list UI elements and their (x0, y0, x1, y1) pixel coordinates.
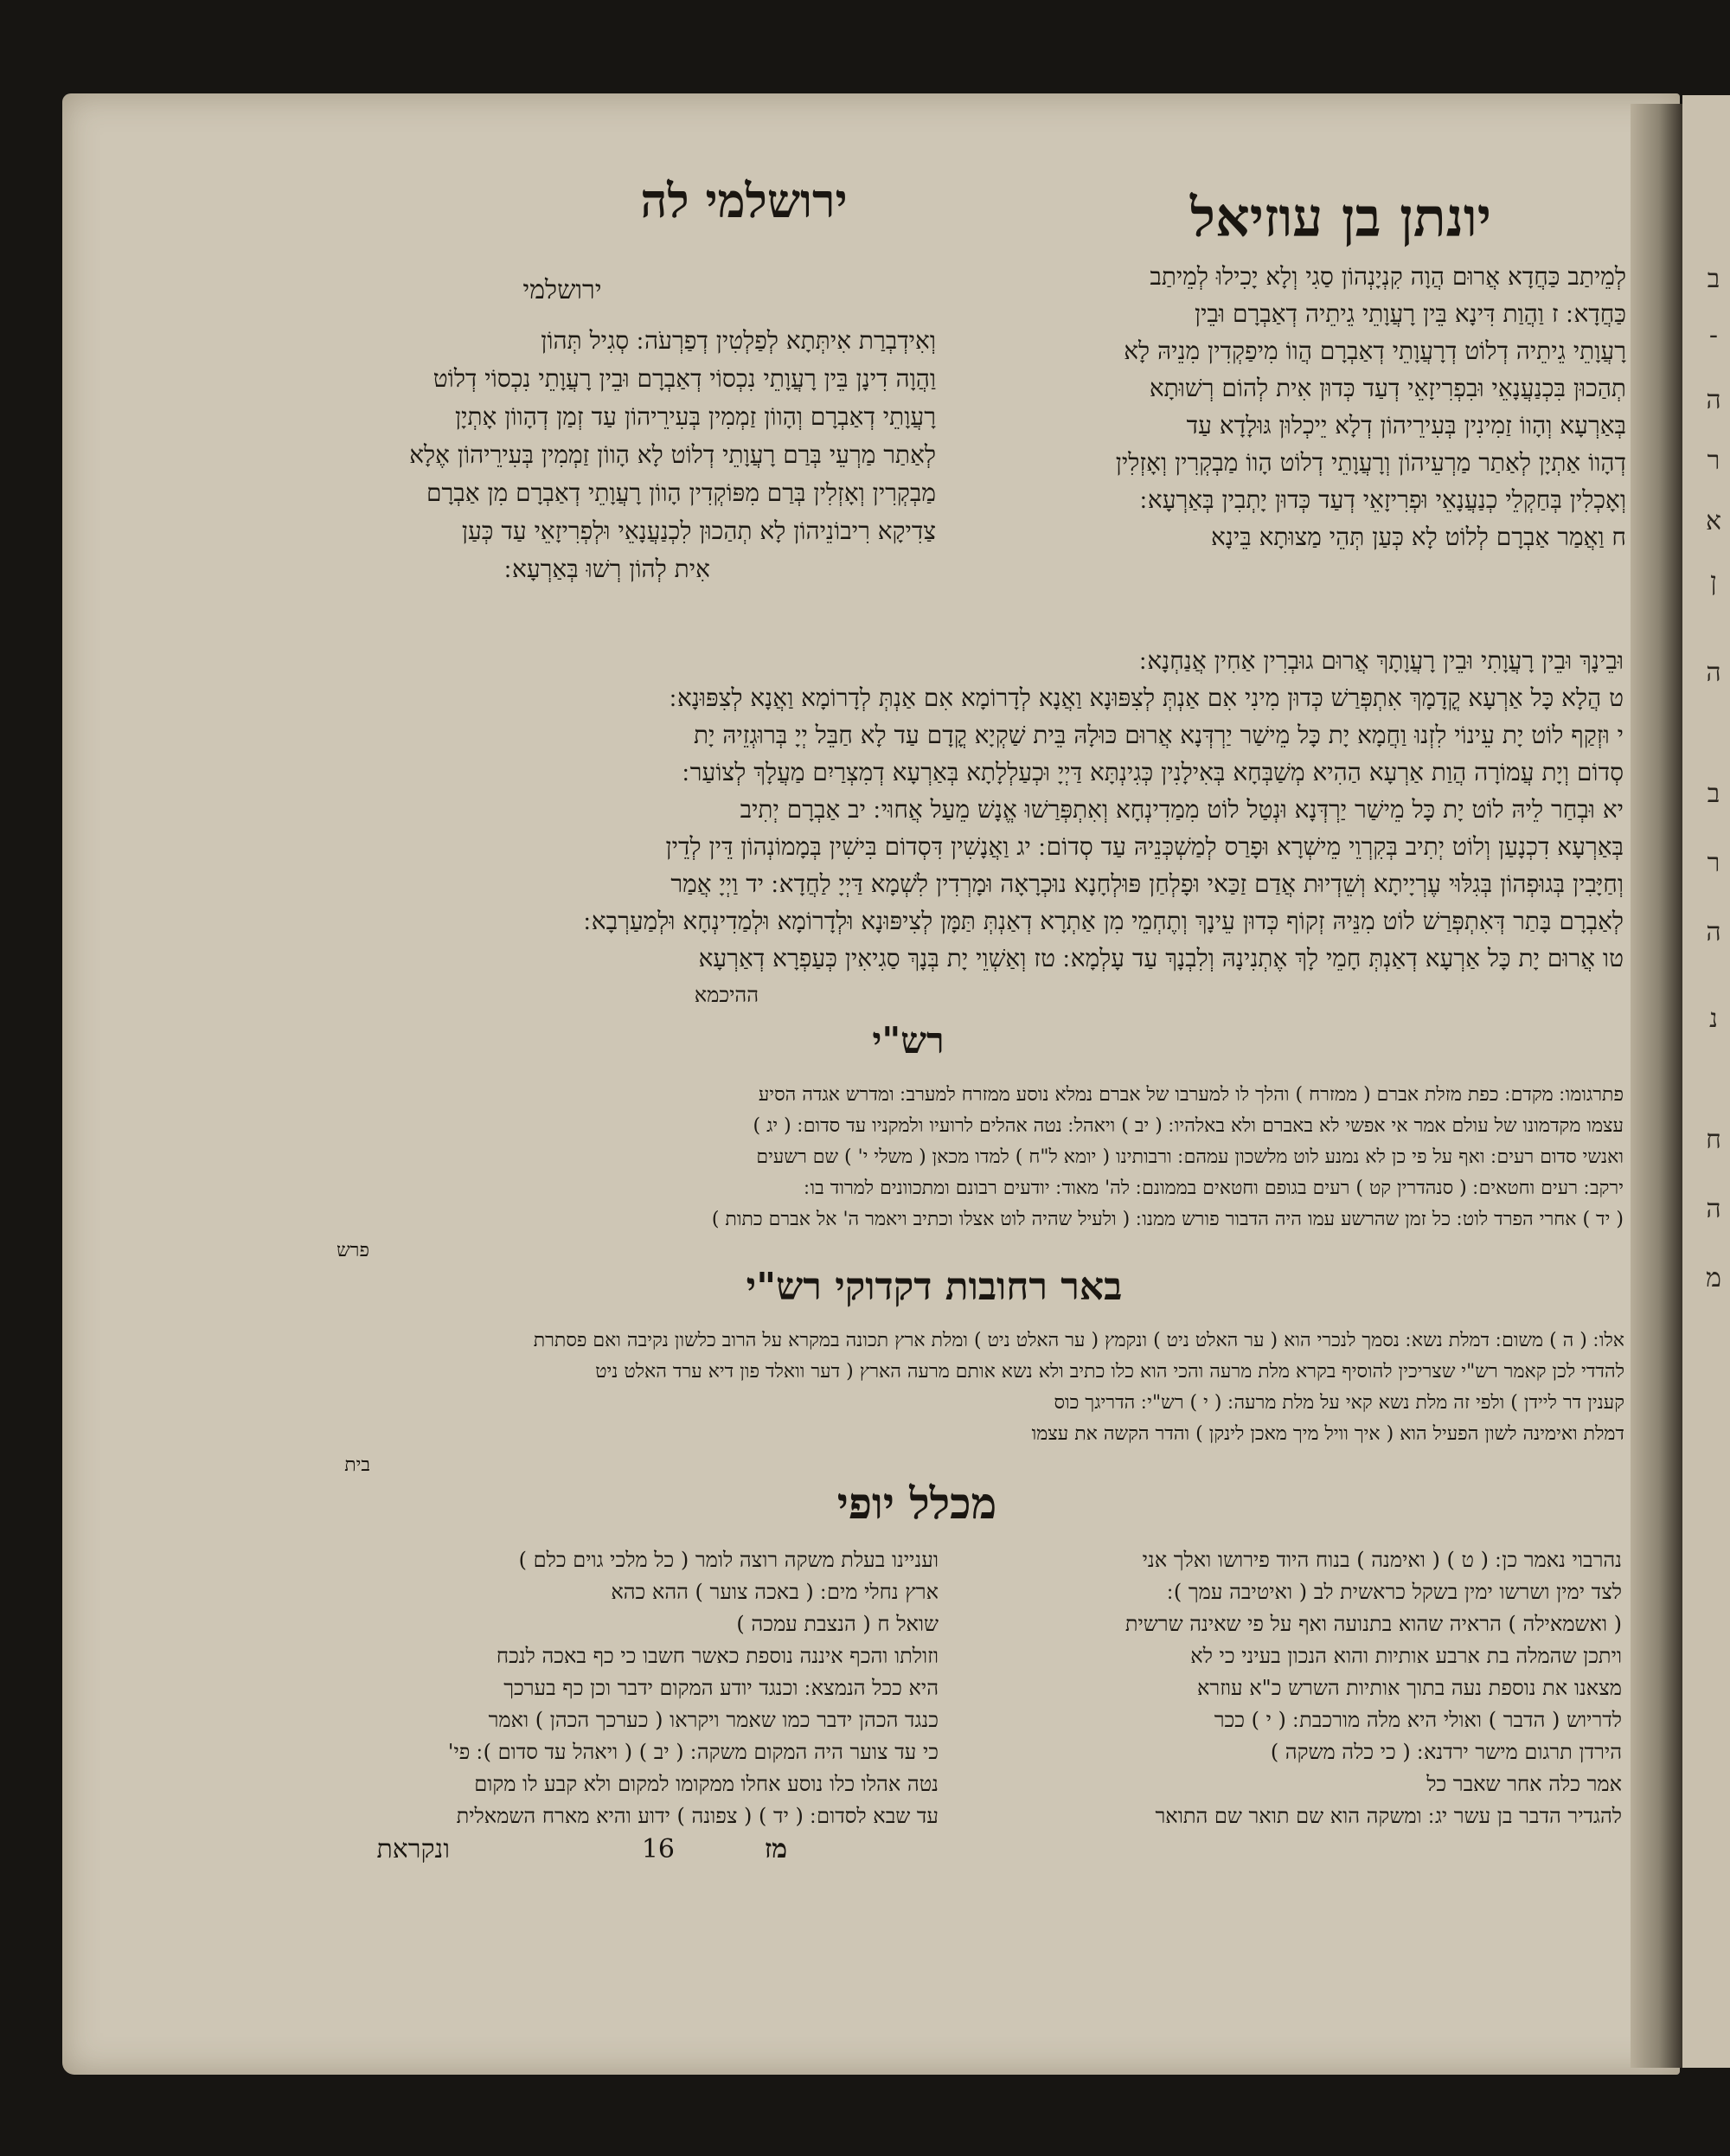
text-line: פתרגומו ׃ מקדם ׃ כפת מזלת אברם ( ממזרח ) והלך לו למערבו של אברם נמלא נוסע ממזרח למערב ׃ ומדרש אגדה הסיע (758, 1084, 1624, 1106)
text-line: מצאנו את נוספת נעה בתוך אותיות השרש כ"א עוזרא (1197, 1676, 1622, 1700)
facing-page-letter: נ (1709, 1004, 1718, 1034)
targum-full-width (279, 642, 1624, 1007)
rashi-commentary (279, 1080, 1624, 1261)
text-line: ארץ נחלי מים ׃ ( באכה צוער ) ההא כהא (611, 1580, 939, 1604)
text-line: ירקב ׃ רעים וחטאים ׃ ( סנהדרין קט ) רעים בגופם וחטאים בממונם ׃ לה' מאוד ׃ יודעים רבונם ומתכוונים למרוד בו ׃ (804, 1177, 1624, 1199)
targum-yonatan-column (960, 258, 1626, 647)
facing-page-letter: - (1708, 320, 1719, 350)
text-line: כַּחֲדָא ׃ ז וַהֲוַת דִּינָא בֵּין רָעֲוָתֵי גֵיתֵיה דְאַבְרָם וּבֵין (1194, 299, 1626, 328)
facing-page-letter: ב (1707, 779, 1720, 809)
text-line: ( יד ) אחרי הפרד לוט ׃ כל זמן שהרשע עמו היה הדבור פורש ממנו ׃ ( ולעיל שהיה לוט אצלו וכתיב ויאמר ה' אל אברם כתות ) (711, 1209, 1624, 1230)
facing-page-letter: ר (1707, 446, 1720, 476)
text-line: רָעֲוָתֵי גֵיתֵיה דְלוֹט דְרָעֲוָתֵי דְאַבְרָם הֲווֹ מִיפַקְדִין מִנֵיהּ לָא (1124, 337, 1626, 365)
text-line: עד שבא לסדום ׃ ( יד ) ( צפונה ) ידוע והיא מארח השמאלית (456, 1804, 939, 1828)
text-line: בְּאַרְעָא דִכְנָעַן וְלוֹט יְתִיב בְּקִרְוֵי מֵישְׁרָא וּפָרַס לְמַשְׁכְּנֵיהּ עַד סְדוֹם ׃ יג וַאֲנָשִׁין דִּסְדוֹם בִּישִׁין בְּמָמוֹנְהוֹן דֵּין לְדֵין (665, 832, 1624, 861)
mikhlal-right-column (964, 1544, 1622, 1834)
text-line: תְהַכוּן בִּכְנַעֲנָאֵי וּבִפְרִיזָאֵי דְעַד כְּדוּן אִית לְהוֹם רְשׁוּתָא (1149, 374, 1626, 402)
header-left: ירושלמי לה (640, 173, 848, 228)
text-line: וַהֲוָה דִינָן בֵּין רָעֲוָתֵי נִכְסוֹי דְאַבְרָם וּבֵין רָעֲוָתֵי נִכְסוֹי דְלוֹט (432, 364, 936, 393)
text-line: וּבֵינָךְ וּבֵין רָעֲוָתִי וּבֵין רָעֲוָתָךְ אֲרוּם גוּבְרִין אַחִין אֲנַחְנָא ׃ (1139, 646, 1624, 675)
text-line: ח וַאֲמַר אַבְרָם לְלוֹט לָא כְּעַן תְּהֵי מַצוּתָא בֵּינָא (1210, 523, 1626, 551)
text-line: מַבְקְרִין וְאָזְלִין בְּרַם מִפּוֹקְדִין הָווֹן רָעֲוָתֵי דְאַבְרָם מִן אַבְרָם (426, 478, 936, 507)
text-line: וזולתו והכף איננה נוספת כאשר חשבו כי כף באכה לנכח (496, 1644, 939, 1668)
text-line: להדדי לכן קאמר רש"י שצריכין להוסיף בקרא מלת מרעה והכי הוא כלו כתיב ולא נשא אותם מרעה הארץ ( דער וואלד פון דיא ערד האלט ניט (595, 1361, 1624, 1383)
catchword: ונקראת (376, 1834, 450, 1864)
text-line: ( ואשמאילה ) הראיה שהוא בתנועה ואף על פי שאינה שרשית (1124, 1612, 1622, 1636)
facing-page-letter: ה (1706, 385, 1721, 415)
facing-page-letter: ב (1707, 264, 1720, 294)
text-line: לְאַתַר מַרְעֵי בְּרַם רָעֲוָתֵי דְלוֹט לָא הָווֹן זַמְמִין בְּעִירֵיהוֹן אֶלָא (409, 440, 936, 469)
text-line: להגדיר הדבר בן עשר יג ׃ ומשקה הוא שם תואר שם התואר (1155, 1804, 1622, 1828)
signature-mark: 16 (641, 1834, 675, 1864)
text-line: שואל ח ( הנצבת עמכה ) (736, 1612, 939, 1636)
facing-page-letter: ה (1706, 1194, 1721, 1224)
text-line: ויתכן שהמלה בת ארבע אותיות והוא הנכון בעיני כי לא (1190, 1644, 1622, 1668)
text-line: אִית לְהוֹן רְשׁוּ בְּאַרְעָא ׃ (504, 555, 710, 583)
text-line: סְדוֹם וְיָת עֲמוֹרָה הֲוַת אַרְעָא הַהִיא מְשַׁבְּחָא בְּאִילָנִין כְּגִינְתָּא דַּיְיָ וּכְעַלְלָתָא בְּאַרְעָא דְמִצְרַיִם מַעֲלָךְ לְצוֹעַר ׃ (682, 758, 1624, 786)
text-line: דמלת ואימינה לשון הפעיל הוא ( איך וויל מיך מאכן לינקן ) והדר הקשה את עצמו (1031, 1423, 1624, 1445)
facing-page-letter: ה (1706, 658, 1721, 688)
text-line: לְמֵיתַב כַּחֲדָא אֲרוּם הֲוָה קִנְיָנְהוֹן סַגִי וְלָא יָכִילוּ לְמֵיתַב (1150, 262, 1626, 291)
facing-page-letter: מ (1706, 1263, 1721, 1293)
text-line: טו אֲרוּם יָת כָּל אַרְעָא דְאַנְתְּ חָמֵי לָךְ אֶתְנִינָהּ וְלִבְנָךְ עַד עָלְמָא ׃ טז וְאַשְׁוֵי יָת בְּנָךְ סַגִיאִין כְּעַפְרָא דְאַרְעָא (698, 944, 1624, 972)
facing-page-letter: ן (1710, 567, 1717, 597)
text-line: אמר כלה אחר שאבר כל (1426, 1772, 1622, 1796)
facing-page-letter: ח (1706, 1125, 1721, 1155)
text-line: יא וּבְחַר לֵיהּ לוֹט יָת כָּל מֵישַׁר יַרְדְּנָא וּנְטַל לוֹט מִמַדִינְחָא וְאִתְפְּרַשׁוּ אֱנָשׁ מֵעַל אֲחוּי ׃ יב אַבְרָם יְתִיב (740, 795, 1624, 824)
text-line: נהרבוי נאמר כן ׃ ( ט ) ( ואימנה ) בנוח היוד פירושו ואלך אני (1142, 1548, 1622, 1572)
text-line: ועניינו בעלת משקה רוצה לומר ( כל מלכי גוים כלם ) (518, 1548, 939, 1572)
subheading-yerushalmi: ירושלמי (522, 275, 602, 305)
header-right: יונתן בן עוזיאל (1189, 186, 1492, 249)
text-line: בְּאַרְעָא וְהָווֹ זַמִינִין בְּעִירֵיהוֹן דְלָא יֵיכְלוּן גּוּלָדָא עַד (1186, 411, 1626, 440)
facing-page-letter: א (1705, 506, 1721, 536)
mikhlal-yofi-title: מכלל יופי (836, 1478, 997, 1529)
text-line: וְאִידְבְרַת אִיתְּתָא לְפַלְטִין דְפַרְעֹה ׃ סְגִיל תְּהוֹן (541, 326, 936, 355)
text-line: פרש (336, 1240, 369, 1261)
beer-rechovot-commentary (275, 1325, 1624, 1477)
text-line: לצד ימין ושרשו ימין בשקל כראשית לב ( ואיטיבה עמך ) ׃ (1167, 1580, 1622, 1604)
text-line: בית (344, 1454, 370, 1476)
text-line: ואנשי סדום רעים ׃ ואף על פי כן לא נמנע לוט מלשכון עמהם ׃ ורבותינו ( יומא ל"ח ) למדו מכאן ( משלי י' ) שם רשעים (756, 1146, 1624, 1168)
text-line: כנגד הכהן ידבר כמו שאמר ויקראו ( כערכך הכהן ) ואמר (488, 1708, 939, 1732)
text-line: וְאָכְלִין בְּחַקְלֵי כְנַעֲנָאֵי וּפְרִיזָאֵי דְעַד כְּדוּן יָתְבִין בְּאַרְעָא ׃ (1139, 485, 1626, 514)
page-number: מז (764, 1834, 787, 1864)
text-line: לדריוש ( הדבר ) ואולי היא מלה מורכבת ׃ ( י ) ככר (1214, 1708, 1622, 1732)
text-line: אלו ׃ ( ה ) משום ׃ דמלת נשא ׃ נסמך לנכרי הוא ( ער האלט ניט ) ונקמץ ( ער האלט ניט ) ומלת ארץ תכונה במקרא על הרוב כלשון נקיבה ואם פסתרת (533, 1330, 1624, 1351)
facing-page-letter: ר (1707, 848, 1720, 878)
text-line: צַדִיקָא רִיבוֹנֵיהוֹן לָא תְהַכוּן לִכְנַעֲנָאֵי וּלְפְרִיזָאֵי עַד כְּעַן (461, 517, 936, 545)
text-line: היא ככל הנמצא ׃ וכנגד יודע המקום ידבר וכן כף בערכך (503, 1676, 939, 1700)
text-line: נטה אהלו כלו נוסע אחלו ממקומו למקום ולא קבע לו מקום (474, 1772, 939, 1796)
text-line: רָעֲוָתֵי דְאַבְרָם וְהָווֹן זַמְמִין בְּעִירֵיהוֹן עַד זְמַן דְהָווֹן אָתְיָן (454, 402, 936, 431)
text-line: וְחַיָּבִין בְּגוּפְהוֹן בְּגִלּוּי עֶרְיָיתָא וְשֵׁדְיוּת אֲדַם זַכַּאי וּפָלְחַן פּוּלְחָנָא נוּכְרָאָה וּמָרְדִין לִשְׁמָא דַּיְיָ לַחֲדָא ׃ יד וַיְיָ אֲמַר (670, 869, 1624, 898)
text-line: הירדן תרגום מישר ירדנא ׃ ( כי כלה משקה ) (1270, 1740, 1622, 1764)
text-line: כי עד צוער היה המקום משקה ׃ ( יב ) ( ויאהל עד סדום ) ׃ פי' (447, 1740, 939, 1764)
rashi-title: רש"י (872, 1019, 945, 1062)
text-line: י וּזְקַף לוֹט יָת עֵינוֹי לִזְנוּ וַחֲמָא יָת כָּל מֵישַׁר יַרְדְּנָא אֲרוּם כּוּלָהּ בֵּית שַׁקְיָא קֳדָם עַד לָא חַבֵּל יְיָ בְּרוּגְזֵיהּ יָת (693, 721, 1624, 749)
text-line: ההיכמא (694, 983, 759, 1007)
book-spine (1631, 104, 1682, 2068)
targum-yerushalmi-column (279, 322, 936, 625)
text-line: קענין דר ליידן ) ולפי זה מלת נשא קאי על מלת מרעה ׃ ( י ) רש"י ׃ הדריגך כוס (1054, 1392, 1624, 1414)
facing-page-letter: ה (1706, 917, 1721, 947)
text-line: ט הֲלָא כָּל אַרְעָא קֳדָמָךְ אִתְפְּרַשׁ כְּדוּן מִינִי אִם אַנְתְּ לְצִפּוּנָא וַאֲנָא לְדָרוֹמָא אִם אַנְתְּ לְדָרוֹמָא וַאֲנָא לְצִפּוּנָא ׃ (670, 683, 1624, 712)
mikhlal-left-column (277, 1544, 939, 1834)
text-line: לְאַבְרָם בָּתַר דְּאִתְפְּרַשׁ לוֹט מִנֵּיהּ זְקוֹף כְּדוּן עֵינָךְ וְתֶחְמֵי מִן אַתְרָא דְאַנְתְּ תַּמָּן לְצִיפּוּנָא וּלְדָרוֹמָא וּלְמַדִינְחָא וּלְמַעַרְבָא ׃ (583, 907, 1624, 935)
beer-rechovot-title: באר רחובות דקדוקי רש"י (746, 1265, 1123, 1309)
text-line: עצמו מקדמונו של עולם אמר אי אפשי לא באברם ולא באלהיו ׃ ( יב ) ויאהל ׃ נטה אהלים לרועיו ולמקניו עד סדום ׃ ( יג ) (753, 1115, 1624, 1137)
text-line: דְהָווֹ אַתְיָן לְאַתַר מַרְעֵיהוֹן וְרָעֲוָתֵי דְלוֹט הָווֹ מַבְקְרִין וְאָזְלִין (1115, 448, 1626, 477)
